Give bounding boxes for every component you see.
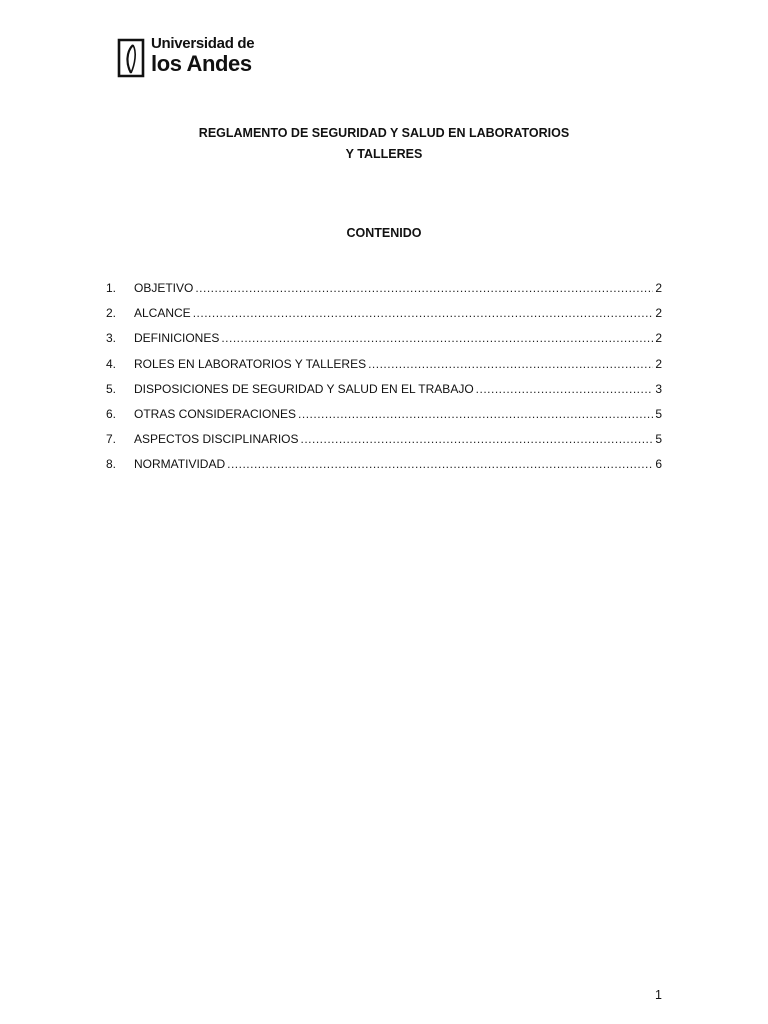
toc-entry-definiciones[interactable] (106, 331, 662, 356)
toc-number: 5. (106, 381, 117, 396)
toc-number: 8. (106, 457, 117, 472)
toc-entry-disposiciones[interactable] (106, 382, 662, 407)
document-title-line2: Y TALLERES (345, 147, 423, 161)
document-title-line1: REGLAMENTO DE SEGURIDAD Y SALUD EN LABORATORIOS (198, 126, 570, 140)
page-number: 1 (655, 988, 662, 1002)
toc-number: 6. (106, 406, 117, 421)
toc-entry-objetivo[interactable] (106, 281, 662, 306)
logo-line1: Universidad de (151, 35, 255, 52)
toc-page-number[interactable]: 6 (655, 457, 662, 472)
toc-label[interactable]: DEFINICIONES (134, 331, 220, 346)
toc-number: 1. (106, 281, 117, 295)
contents-heading: CONTENIDO (346, 226, 422, 240)
toc-page-number[interactable]: 2 (655, 306, 662, 321)
toc-entry-aspectos-disciplinarios[interactable] (106, 432, 662, 457)
toc-number: 3. (106, 331, 117, 346)
document-title (0, 123, 768, 165)
toc-dot-leader (195, 281, 653, 295)
toc-number: 7. (106, 432, 117, 447)
toc-dot-leader (221, 331, 653, 345)
university-logo (116, 36, 256, 80)
toc-entry-roles[interactable] (106, 357, 662, 382)
toc-label[interactable]: ASPECTOS DISCIPLINARIOS (134, 432, 299, 447)
toc-page-number[interactable]: 5 (655, 432, 662, 447)
toc-label[interactable]: OTRAS CONSIDERACIONES (134, 406, 297, 421)
toc-dot-leader (476, 382, 654, 396)
toc-dot-leader (298, 407, 653, 421)
toc-dot-leader (193, 306, 654, 320)
toc-label[interactable]: DISPOSICIONES DE SEGURIDAD Y SALUD EN EL TRABAJO (134, 381, 474, 396)
toc-label[interactable]: OBJETIVO (134, 281, 194, 295)
toc-dot-leader (301, 432, 654, 446)
toc-page-number[interactable]: 3 (655, 381, 662, 396)
toc-label[interactable]: NORMATIVIDAD (134, 457, 226, 472)
toc-entry-normatividad[interactable] (106, 457, 662, 482)
toc-dot-leader (368, 357, 653, 371)
table-of-contents (106, 281, 662, 483)
toc-number: 4. (106, 356, 117, 371)
toc-page-number[interactable]: 2 (655, 331, 662, 346)
university-emblem-icon (116, 38, 146, 78)
toc-dot-leader (227, 457, 653, 471)
toc-page-number[interactable]: 5 (655, 406, 662, 421)
toc-entry-alcance[interactable] (106, 306, 662, 331)
toc-label[interactable]: ROLES EN LABORATORIOS Y TALLERES (134, 356, 367, 371)
toc-page-number[interactable]: 2 (655, 356, 662, 371)
toc-label[interactable]: ALCANCE (134, 306, 191, 321)
toc-number: 2. (106, 306, 117, 321)
logo-line2: los Andes (151, 51, 252, 76)
toc-page-number[interactable]: 2 (655, 281, 662, 295)
toc-entry-otras-consideraciones[interactable] (106, 407, 662, 432)
